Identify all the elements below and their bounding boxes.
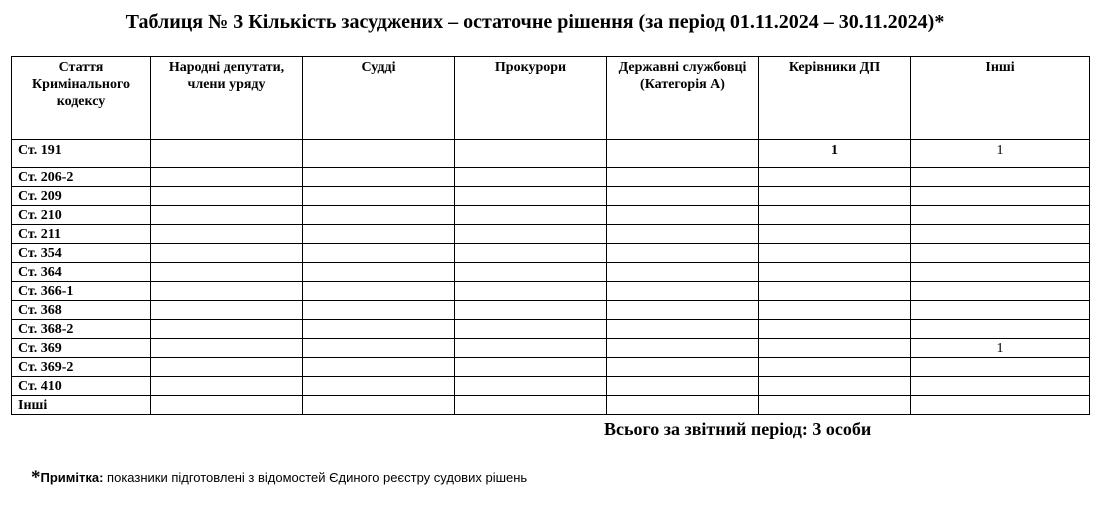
value-cell [455, 206, 607, 225]
value-cell [911, 396, 1090, 415]
column-header: Інші [911, 57, 1090, 140]
column-header: Судді [303, 57, 455, 140]
convictions-table [11, 56, 1090, 415]
value-cell [303, 301, 455, 320]
value-cell [607, 396, 759, 415]
value-cell [151, 263, 303, 282]
article-cell: Ст. 206-2 [12, 168, 151, 187]
value-cell [607, 339, 759, 358]
value-cell [455, 168, 607, 187]
value-cell [151, 320, 303, 339]
column-header: Народні депутати, члени уряду [151, 57, 303, 140]
value-cell [303, 339, 455, 358]
value-cell [455, 339, 607, 358]
table-row [12, 396, 1090, 415]
value-cell [303, 263, 455, 282]
column-header: Прокурори [455, 57, 607, 140]
page-title: Таблиця № 3 Кількість засуджених – остаточне рішення (за період 01.11.2024 – 30.11.2024)* [125, 11, 945, 33]
column-header: Стаття Кримінального кодексу [12, 57, 151, 140]
value-cell [759, 377, 911, 396]
value-cell [759, 244, 911, 263]
value-cell [303, 140, 455, 168]
value-cell [911, 168, 1090, 187]
value-cell [759, 339, 911, 358]
table-row [12, 358, 1090, 377]
value-cell [911, 206, 1090, 225]
value-cell [303, 187, 455, 206]
table-header-row [12, 57, 1090, 140]
value-cell [759, 358, 911, 377]
footnote-label: Примітка: [40, 470, 104, 485]
value-cell [607, 168, 759, 187]
value-cell [911, 225, 1090, 244]
value-cell [303, 396, 455, 415]
value-cell [911, 358, 1090, 377]
column-header: Керівники ДП [759, 57, 911, 140]
value-cell [151, 168, 303, 187]
value-cell [607, 244, 759, 263]
value-cell [759, 396, 911, 415]
table-row [12, 225, 1090, 244]
value-cell [151, 140, 303, 168]
value-cell [151, 377, 303, 396]
value-cell [303, 320, 455, 339]
value-cell [759, 282, 911, 301]
article-cell: Ст. 209 [12, 187, 151, 206]
article-cell: Ст. 366-1 [12, 282, 151, 301]
value-cell [151, 244, 303, 263]
value-cell [759, 187, 911, 206]
table-row [12, 377, 1090, 396]
value-cell [455, 377, 607, 396]
value-cell [151, 225, 303, 244]
article-cell: Ст. 364 [12, 263, 151, 282]
article-cell: Ст. 354 [12, 244, 151, 263]
value-cell [607, 263, 759, 282]
column-header: Державні службовці (Категорія А) [607, 57, 759, 140]
value-cell [911, 263, 1090, 282]
article-cell: Ст. 369 [12, 339, 151, 358]
value-cell [607, 187, 759, 206]
value-cell [455, 320, 607, 339]
table-row [12, 168, 1090, 187]
value-cell [303, 225, 455, 244]
article-cell: Інші [12, 396, 151, 415]
value-cell [303, 358, 455, 377]
value-cell [151, 339, 303, 358]
value-cell: 1 [759, 140, 911, 168]
value-cell [151, 358, 303, 377]
value-cell [151, 187, 303, 206]
value-cell [607, 225, 759, 244]
value-cell: 1 [911, 339, 1090, 358]
article-cell: Ст. 368 [12, 301, 151, 320]
value-cell [759, 168, 911, 187]
value-cell [151, 282, 303, 301]
table-row [12, 244, 1090, 263]
value-cell: 1 [911, 140, 1090, 168]
value-cell [303, 168, 455, 187]
article-cell: Ст. 211 [12, 225, 151, 244]
value-cell [151, 396, 303, 415]
article-cell: Ст. 368-2 [12, 320, 151, 339]
value-cell [911, 301, 1090, 320]
value-cell [455, 225, 607, 244]
value-cell [151, 206, 303, 225]
value-cell [759, 225, 911, 244]
footnote-marker: * [31, 467, 41, 488]
value-cell [455, 396, 607, 415]
value-cell [303, 206, 455, 225]
article-cell: Ст. 191 [12, 140, 151, 168]
value-cell [455, 187, 607, 206]
value-cell [759, 301, 911, 320]
value-cell [303, 282, 455, 301]
table-row [12, 320, 1090, 339]
value-cell [303, 377, 455, 396]
value-cell [911, 187, 1090, 206]
value-cell [607, 358, 759, 377]
value-cell [607, 301, 759, 320]
table-row [12, 339, 1090, 358]
value-cell [303, 244, 455, 263]
value-cell [911, 282, 1090, 301]
table-row [12, 263, 1090, 282]
value-cell [607, 377, 759, 396]
value-cell [151, 301, 303, 320]
value-cell [455, 244, 607, 263]
value-cell [455, 358, 607, 377]
value-cell [455, 282, 607, 301]
table-row [12, 206, 1090, 225]
article-cell: Ст. 210 [12, 206, 151, 225]
total-summary: Всього за звітний період: 3 особи [604, 419, 872, 439]
value-cell [911, 320, 1090, 339]
article-cell: Ст. 369-2 [12, 358, 151, 377]
article-cell: Ст. 410 [12, 377, 151, 396]
table-row [12, 282, 1090, 301]
value-cell [759, 263, 911, 282]
value-cell [607, 140, 759, 168]
value-cell [455, 301, 607, 320]
table-row [12, 301, 1090, 320]
value-cell [607, 320, 759, 339]
footnote-text: показники підготовлені з відомостей Єдиного реєстру судових рішень [103, 470, 528, 485]
value-cell [455, 263, 607, 282]
value-cell [759, 320, 911, 339]
value-cell [455, 140, 607, 168]
footnote [31, 468, 527, 488]
table-row [12, 140, 1090, 168]
value-cell [911, 244, 1090, 263]
value-cell [607, 282, 759, 301]
value-cell [759, 206, 911, 225]
value-cell [911, 377, 1090, 396]
value-cell [607, 206, 759, 225]
table-row [12, 187, 1090, 206]
